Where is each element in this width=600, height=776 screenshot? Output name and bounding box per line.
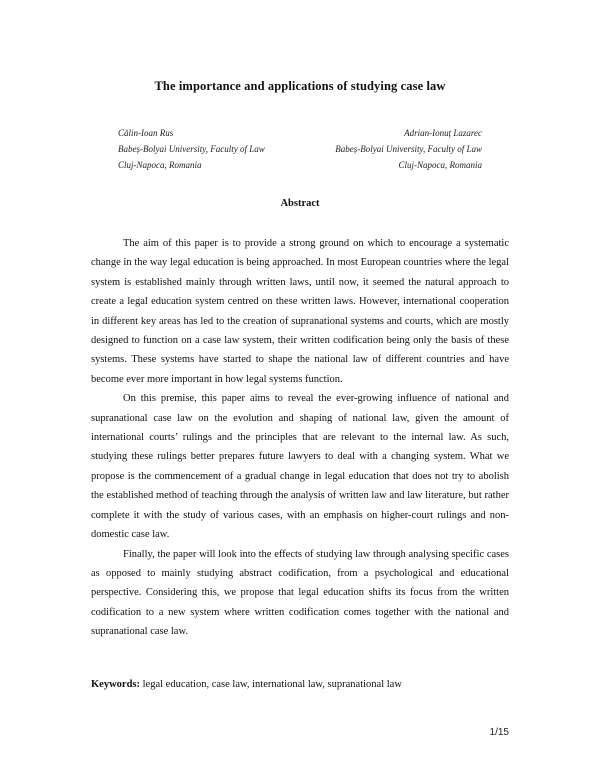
author-affiliation: Babeș-Bolyai University, Faculty of Law (118, 144, 265, 154)
abstract-paragraph: Finally, the paper will look into the effects of studying law through analysing specific cases as opposed to mainly studying abstract codification, from a psychological and educational perspective. Considering this, we propose that legal education shifts its focus from the written codification to a new system where written codification comes together with the national and supranational case law. (91, 548, 509, 638)
author-location: Cluj-Napoca, Romania (398, 160, 482, 170)
page-number: 1/15 (489, 727, 509, 738)
author-name: Călin-Ioan Rus (118, 128, 174, 138)
author-block-left (118, 125, 265, 173)
abstract-heading: Abstract (280, 198, 320, 209)
keywords-line (91, 679, 509, 690)
author-block-right (335, 125, 482, 173)
keywords-label: Keywords: (91, 679, 140, 690)
author-affiliation: Babeș-Bolyai University, Faculty of Law (335, 144, 482, 154)
author-location: Cluj-Napoca, Romania (118, 160, 202, 170)
abstract-body (91, 234, 509, 642)
keywords-text: legal education, case law, international law, supranational law (142, 679, 402, 690)
abstract-paragraph: The aim of this paper is to provide a strong ground on which to encourage a systematic change in the way legal education is being approached. In most European countries where the legal system is established mainly through written laws, until now, it seemed the natural approach to create a legal education system centred on these written laws. However, international cooperation in different key areas has led to the creation of supranational systems and courts, which are mostly designed to function on a case law system, their written codification being only the basis of these systems. These systems have started to shape the national law of different countries and have become ever more important in how legal systems function. (91, 238, 509, 385)
author-name: Adrian-Ionuț Lazarec (404, 128, 482, 138)
abstract-paragraph: On this premise, this paper aims to reveal the ever-growing influence of national and supranational case law on the evolution and shaping of national law, given the amount of international courts’ rulings and the principles that are relevant to the internal law. As such, studying these rulings better prepares future lawyers to deal with a changing system. What we propose is the commencement of a gradual change in legal education that does not try to abolish the established method of teaching through the analysis of written law and law literature, but rather complete it with the study of various cases, with an emphasis on higher-court rulings and non-domestic case law. (91, 393, 509, 541)
paper-title: The importance and applications of studying case law (154, 79, 446, 93)
